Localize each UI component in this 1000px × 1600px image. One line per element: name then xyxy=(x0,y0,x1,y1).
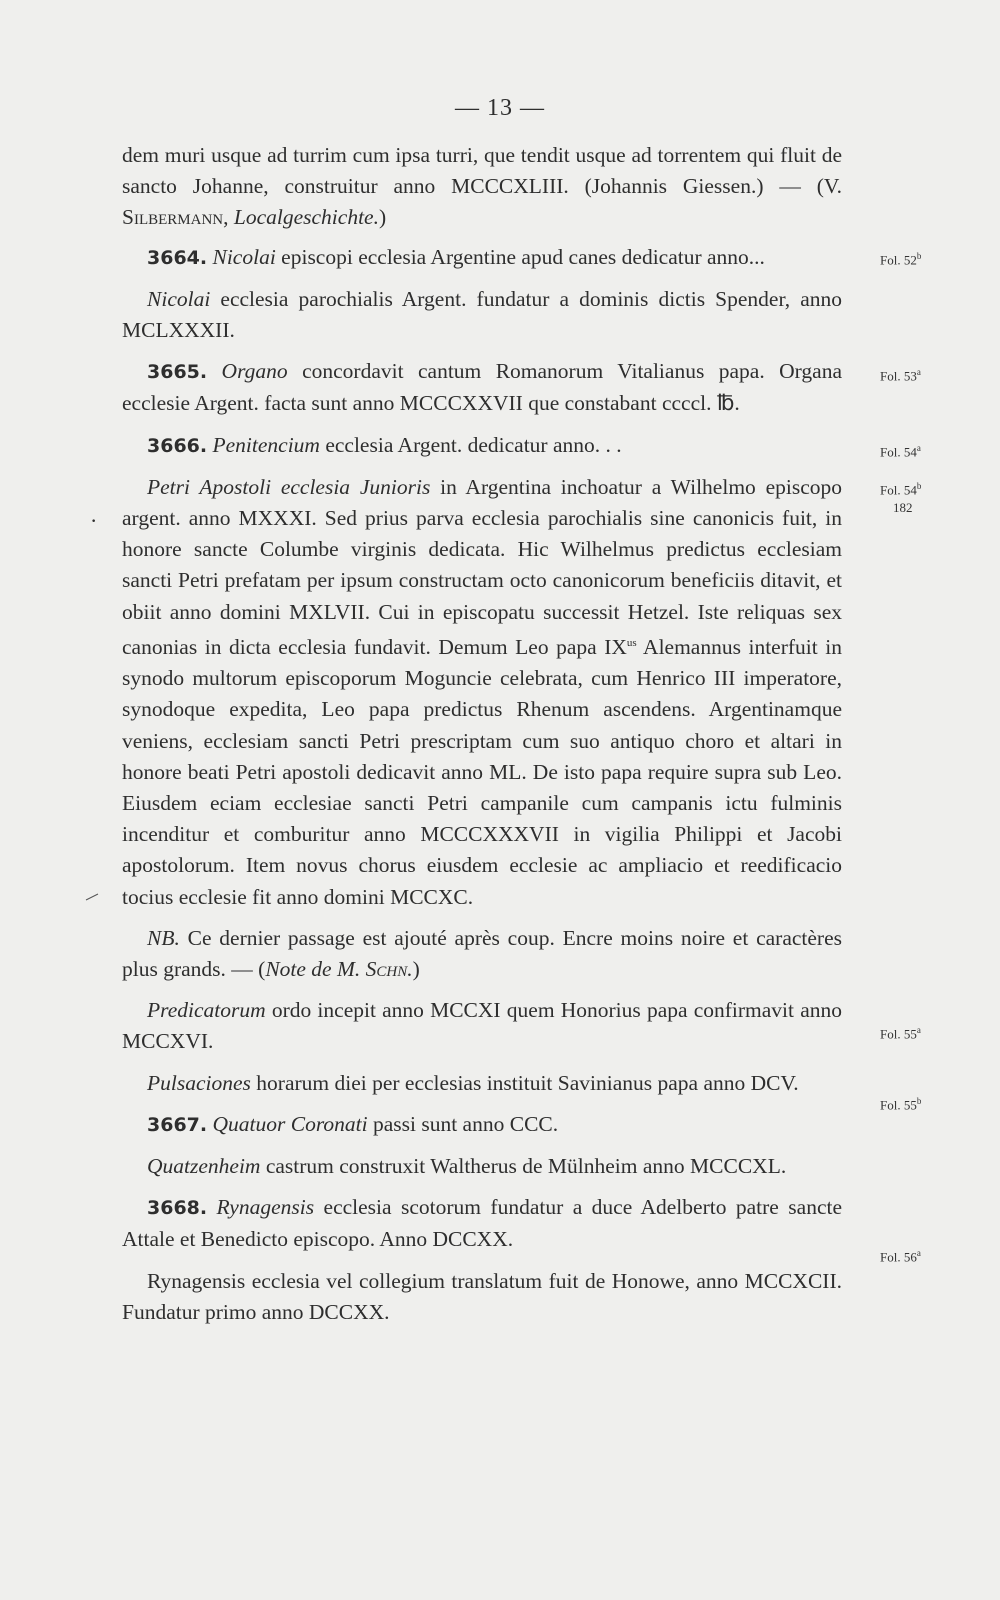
entry-text: ordo incepit anno MCCXI quem Honorius papa confirmavit anno MCCXVI. xyxy=(122,998,842,1054)
entry-pulsaciones xyxy=(122,1068,842,1099)
entry-text: ecclesia Argent. dedicatur anno. . . xyxy=(319,432,622,457)
margin-folio-ref xyxy=(880,478,921,498)
folio-side: b xyxy=(916,1096,922,1106)
entry-petri-apostoli xyxy=(122,472,842,913)
margin-folio-ref xyxy=(880,1022,921,1042)
margin-folio-ref xyxy=(880,248,921,268)
folio-side: a xyxy=(916,1025,921,1035)
entry-number: 3665. xyxy=(147,361,208,384)
note-source: Note de M. xyxy=(265,957,366,982)
folio-label: Fol. 54 xyxy=(880,444,917,460)
entry-3666 xyxy=(122,430,842,462)
entry-number: 3664. xyxy=(147,246,208,269)
margin-page-ref: 182 xyxy=(893,500,913,515)
note-label: NB. xyxy=(147,925,180,950)
entry-3668 xyxy=(122,1192,842,1255)
folio-side: a xyxy=(916,367,921,377)
text-column xyxy=(122,140,842,1338)
stray-dot: · xyxy=(90,508,98,533)
entry-nicolai-parochialis xyxy=(122,284,842,346)
entry-3665 xyxy=(122,356,842,419)
text: , xyxy=(223,205,234,230)
paragraph-continuation xyxy=(122,140,842,234)
folio-side: a xyxy=(916,1248,921,1258)
entry-text: castrum construxit Waltherus de Mülnheim anno MCCCXL. xyxy=(260,1154,787,1179)
note-text: Ce dernier passage est ajouté après coup. Encre moins noire et caractères plus grands. — ( xyxy=(122,925,842,982)
entry-3664 xyxy=(122,242,842,274)
entry-number: 3668. xyxy=(147,1197,208,1220)
text: ) xyxy=(412,957,420,982)
folio-label: Fol. 53 xyxy=(880,368,917,384)
folio-label: Fol. 54 xyxy=(880,482,917,498)
entry-quatzenheim xyxy=(122,1151,842,1182)
entry-keyword: Nicolai xyxy=(212,244,276,269)
margin-folio-ref xyxy=(880,1093,921,1113)
entry-keyword: Pulsaciones xyxy=(147,1070,251,1095)
editor-note xyxy=(122,923,842,985)
text: ) xyxy=(378,205,387,230)
folio-side: b xyxy=(916,481,922,491)
entry-keyword: Petri Apostoli ecclesia Junioris xyxy=(147,474,431,499)
entry-keyword: Nicolai xyxy=(147,286,211,311)
entry-keyword: Predicatorum xyxy=(147,998,266,1023)
entry-keyword: Organo xyxy=(221,359,288,384)
folio-label: Fol. 55 xyxy=(880,1026,917,1042)
page-number: — 13 — xyxy=(455,95,545,121)
entry-number: 3666. xyxy=(147,434,208,457)
margin-folio-ref xyxy=(880,364,921,384)
entry-text: concordavit cantum Romanorum Vitalianus papa. Organa ecclesie Argent. facta sunt anno MCCCXXVII que constabant ccccl. ℔. xyxy=(122,359,843,416)
entry-3667 xyxy=(122,1109,842,1141)
entry-keyword: Quatzenheim xyxy=(147,1154,261,1179)
margin-folio-ref xyxy=(880,440,921,460)
entry-rynagensis-translatum xyxy=(122,1266,842,1328)
entry-number: 3667. xyxy=(147,1113,208,1136)
entry-text: in Argentina inchoatur a Wilhelmo episcopo argent. anno MXXXI. Sed prius parva ecclesia parochialis sine canonicis fuit, in honore sancte Columbe virginis dedicata. Hic Wilhelmus predictus ecclesiam sancti Petri prefatam per ipsum constructam octo canonicorum beneficiis ditavit, et obiit anno domini MXLVII. Cui in episcopatu successit Hetzel. Iste reliquas sex canonias in dicta ecclesia fundavit. Demum Leo papa IX xyxy=(122,474,843,659)
entry-keyword: Rynagensis xyxy=(216,1195,315,1220)
superscript: us xyxy=(626,636,637,649)
entry-predicatorum xyxy=(122,995,842,1057)
folio-label: Fol. 52 xyxy=(880,252,917,268)
entry-keyword: Penitencium xyxy=(212,432,320,457)
entry-keyword: Quatuor Coronati xyxy=(212,1111,368,1136)
folio-side: a xyxy=(916,443,921,453)
folio-label: Fol. 56 xyxy=(880,1249,917,1265)
entry-text: ecclesia parochialis Argent. fundatur a dominis dictis Spender, anno MCLXXXII. xyxy=(122,286,842,343)
folio-side: b xyxy=(916,251,922,261)
author-name: Silbermann xyxy=(122,205,224,230)
pen-mark xyxy=(85,893,99,901)
margin-folio-ref xyxy=(880,1245,921,1265)
text: dem muri usque ad turrim cum ipsa turri, que tendit usque ad torrentem qui fluit de sancto Johanne, construitur anno MCCCXLIII. (Johannis Giessen.) — (V. xyxy=(122,143,842,199)
work-title: Localgeschichte. xyxy=(233,205,379,230)
entry-text: Alemannus interfuit in synodo multorum episcoporum Moguncie celebrata, cum Henrico III imperatore, synodoque expedita, Leo papa predictus Rhenum ascendens. Argentinamque veniens, ecclesiam sancti Petri prescriptam cum suo antiquo choro et altari in honore beati Petri apostoli dedicavit anno ML. De isto papa require supra sub Leo. Eiusdem eciam ecclesiae sancti Petri campanile cum campanis ictu fulminis incenditur et comburitur anno MCCCXXXVII in vigilia Philippi et Jacobi apostolorum. Item novus chorus eiusdem ecclesie ac ampliacio et reedificacio tocius ecclesie fit anno domini MCCXC. xyxy=(122,635,842,909)
entry-text: horarum diei per ecclesias instituit Savinianus papa anno DCV. xyxy=(250,1070,799,1095)
note-author: Schn. xyxy=(365,957,413,982)
folio-label: Fol. 55 xyxy=(880,1097,917,1113)
entry-text: passi sunt anno CCC. xyxy=(367,1111,559,1136)
entry-text: Rynagensis ecclesia vel collegium translatum fuit de Honowe, anno MCCXCII. Fundatur primo anno DCCXX. xyxy=(122,1268,842,1324)
entry-text: episcopi ecclesia Argentine apud canes dedicatur anno... xyxy=(275,244,765,269)
entry-text: ecclesia scotorum fundatur a duce Adelberto patre sancte Attale et Benedicto episcopo. Anno DCCXX. xyxy=(122,1195,843,1252)
